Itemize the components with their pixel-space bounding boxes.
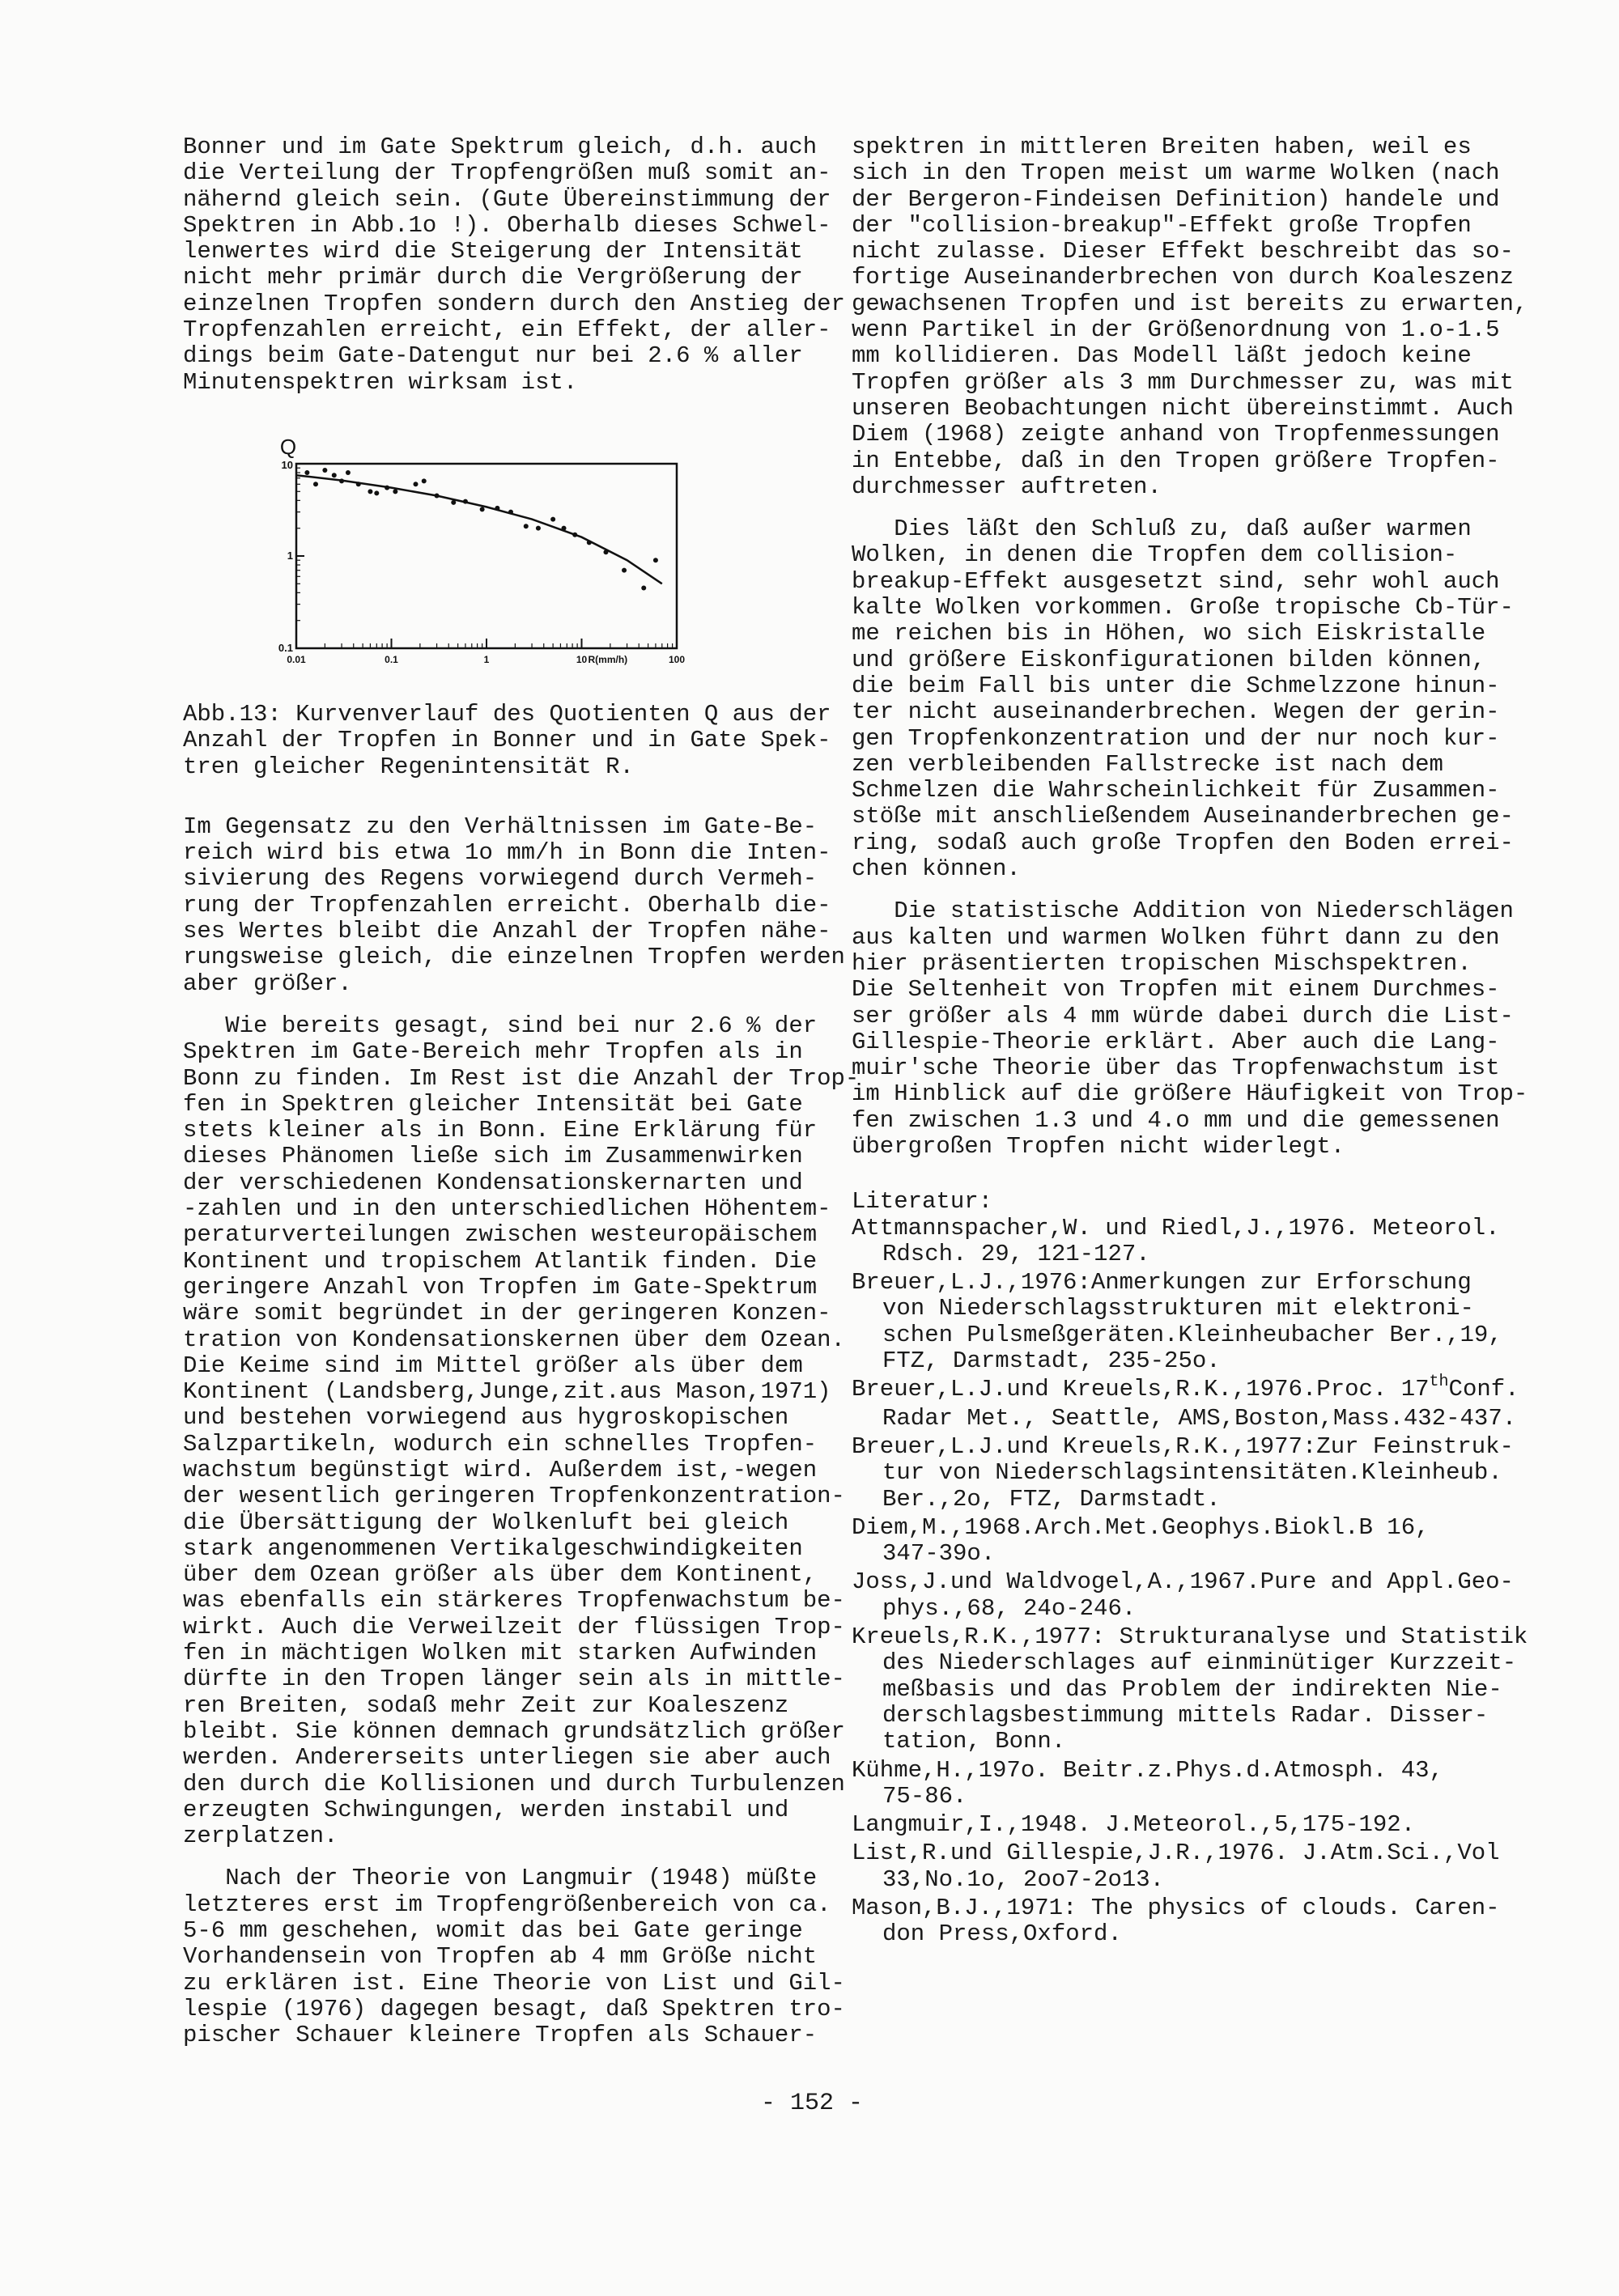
text-line: der verschiedenen Kondensationskernarten und <box>183 1169 803 1196</box>
text-line: Schmelzen die Wahrscheinlichkeit für Zusammen- <box>852 777 1500 804</box>
data-point <box>374 490 379 495</box>
reference-line: Breuer,L.J.und Kreuels,R.K.,1976.Proc. 17thConf. <box>852 1373 1519 1403</box>
text-line: fen in Spektren gleicher Intensität bei Gate <box>183 1090 803 1118</box>
data-point <box>495 506 499 511</box>
reference-line: des Niederschlages auf einminütiger Kurzzeit- <box>882 1649 1517 1677</box>
text-line: einzelnen Tropfen sondern durch den Anstieg der <box>183 290 845 317</box>
reference-entry <box>852 1758 1499 1810</box>
text-line: im Hinblick auf die größere Häufigkeit von Trop- <box>852 1080 1528 1108</box>
data-point <box>339 478 344 483</box>
text-line: und größere Eiskonfigurationen bilden können, <box>852 646 1486 673</box>
reference-line: meßbasis und das Problem der indirekten Nie- <box>882 1675 1502 1703</box>
text-line: den durch die Kollisionen und durch Turbulenzen <box>183 1770 845 1797</box>
chart-svg <box>183 423 814 690</box>
data-point <box>653 558 658 562</box>
text-line: die beim Fall bis unter die Schmelzzone hinun- <box>852 672 1500 699</box>
text-line: und bestehen vorwiegend aus hygroskopischen <box>183 1404 789 1432</box>
text-line: die Übersättigung der Wolkenluft bei gleich <box>183 1509 789 1536</box>
reference-list <box>852 1214 1528 1948</box>
text-line: breakup-Effekt ausgesetzt sind, sehr wohl auch <box>852 567 1500 595</box>
data-point <box>413 482 418 486</box>
text-line: wenn Partikel in der Größenordnung von 1.o-1.5 <box>852 316 1500 344</box>
text-line: zerplatzen. <box>183 1823 338 1850</box>
data-point <box>508 510 513 515</box>
text-line: Gillespie-Theorie erklärt. Aber auch die Lang- <box>852 1028 1500 1055</box>
text-line: Anzahl der Tropfen in Bonner und in Gate Spek- <box>183 727 831 754</box>
text-line: Wie bereits gesagt, sind bei nur 2.6 % der <box>183 1012 818 1039</box>
text-line: Kontinent (Landsberg,Junge,zit.aus Mason,1971) <box>183 1378 831 1406</box>
text-line: rung der Tropfenzahlen erreicht. Oberhalb die- <box>183 891 831 919</box>
text-line: zen verbleibenden Fallstrecke ist nach dem <box>852 750 1443 778</box>
data-point <box>603 550 608 554</box>
text-line: rungsweise gleich, die einzelnen Tropfen werden <box>183 944 845 971</box>
text-line: durchmesser auftreten. <box>852 473 1162 500</box>
y-tick-label: 1 <box>287 549 293 562</box>
text-line: fen in mächtigen Wolken mit starken Aufwinden <box>183 1640 818 1667</box>
reference-line: phys.,68, 24o-246. <box>882 1594 1137 1622</box>
data-point <box>480 507 485 511</box>
reference-line: List,R.und Gillespie,J.R.,1976. J.Atm.Sci.,Vol <box>852 1840 1500 1867</box>
text-line: unseren Beobachtungen nicht übereinstimmt. Auch <box>852 394 1514 422</box>
paragraph-right-3 <box>852 898 1528 1160</box>
text-line: gewachsenen Tropfen und ist bereits zu erwarten, <box>852 290 1528 317</box>
text-line: übergroßen Tropfen nicht widerlegt. <box>852 1132 1345 1160</box>
reference-line: tur von Niederschlagsintensitäten.Kleinheub. <box>882 1459 1502 1487</box>
text-line: ring, sodaß auch große Tropfen den Boden errei- <box>852 829 1514 856</box>
text-line: mm kollidieren. Das Modell läßt jedoch keine <box>852 342 1472 370</box>
reference-line: schen Pulsmeßgeräten.Kleinheubacher Ber.,19, <box>882 1321 1502 1348</box>
text-line: bleibt. Sie können demnach grundsätzlich größer <box>183 1717 845 1745</box>
data-point <box>322 468 327 473</box>
text-line: Dies läßt den Schluß zu, daß außer warmen <box>852 516 1472 543</box>
right-column <box>852 134 1528 1950</box>
text-line: Spektren im Gate-Bereich mehr Tropfen als in <box>183 1038 803 1066</box>
reference-line: 33,No.1o, 2oo7-2o13. <box>882 1865 1165 1893</box>
data-point <box>304 470 309 475</box>
text-line: nicht zulasse. Dieser Effekt beschreibt das so- <box>852 238 1514 265</box>
text-line: aus kalten und warmen Wolken führt dann zu den <box>852 923 1500 951</box>
text-line: -zahlen und in den unterschiedlichen Höhentem- <box>183 1195 831 1223</box>
text-line: geringere Anzahl von Tropfen im Gate-Spektrum <box>183 1273 818 1301</box>
reference-line: 347-39o. <box>882 1540 996 1568</box>
data-point <box>346 470 351 475</box>
reference-line: Attmannspacher,W. und Riedl,J.,1976. Meteorol. <box>852 1214 1500 1241</box>
reference-entry <box>852 1568 1514 1622</box>
paragraph-left-3 <box>183 1012 860 1850</box>
reference-entry <box>852 1432 1514 1513</box>
y-axis-label: Q <box>279 434 297 459</box>
text-line: Nach der Theorie von Langmuir (1948) müßte <box>183 1865 818 1892</box>
text-line: Abb.13: Kurvenverlauf des Quotienten Q aus der <box>183 700 831 728</box>
data-point <box>356 482 361 486</box>
text-line: ses Wertes bleibt die Anzahl der Tropfen nähe- <box>183 918 831 945</box>
reference-line: FTZ, Darmstadt, 235-25o. <box>882 1347 1221 1375</box>
text-line: Die Keime sind im Mittel größer als über dem <box>183 1352 803 1379</box>
data-point <box>524 524 529 528</box>
reference-line: don Press,Oxford. <box>882 1920 1122 1948</box>
text-line: wachstum begünstigt wird. Außerdem ist,-wegen <box>183 1456 818 1483</box>
reference-entry <box>852 1840 1499 1893</box>
text-line: Minutenspektren wirksam ist. <box>183 368 578 396</box>
text-line: tren gleicher Regenintensität R. <box>183 753 634 780</box>
text-line: Bonn zu finden. Im Rest ist die Anzahl der Trop- <box>183 1064 860 1092</box>
left-column <box>183 134 860 2049</box>
text-line: chen können. <box>852 855 1021 883</box>
text-line: stöße mit anschließendem Auseinanderbrechen ge- <box>852 803 1514 830</box>
reference-line: von Niederschlagsstrukturen mit elektroni- <box>882 1295 1474 1322</box>
figure-caption <box>183 700 831 780</box>
text-line: erzeugten Schwingungen, werden instabil und <box>183 1796 789 1823</box>
text-line: wäre somit begründet in der geringeren Konzen- <box>183 1300 831 1327</box>
text-line: ter nicht auseinanderbrechen. Wegen der gerin- <box>852 698 1500 726</box>
x-tick-label: 1 <box>483 653 490 665</box>
paragraph-left-4 <box>183 1865 845 2049</box>
text-line: wirkt. Auch die Verweilzeit der flüssigen Trop- <box>183 1613 845 1640</box>
text-line: Tropfenzahlen erreicht, ein Effekt, der aller- <box>183 316 831 344</box>
text-line: kalte Wolken vorkommen. Große tropische Cb-Tür- <box>852 594 1514 622</box>
text-line: Vorhandensein von Tropfen ab 4 mm Größe nicht <box>183 1943 818 1971</box>
reference-entry <box>852 1515 1499 1568</box>
text-line: sich in den Tropen meist um warme Wolken (nach <box>852 159 1500 187</box>
reference-entry <box>852 1216 1499 1268</box>
reference-entry <box>852 1623 1528 1755</box>
data-point <box>435 494 440 499</box>
text-line: peraturverteilungen zwischen westeuropäischem <box>183 1221 818 1249</box>
text-line: Diem (1968) zeigte anhand von Tropfenmessungen <box>852 421 1500 448</box>
text-line: Tropfen größer als 3 mm Durchmesser zu, was mit <box>852 368 1514 396</box>
reference-line: Radar Met., Seattle, AMS,Boston,Mass.432-437. <box>882 1404 1517 1432</box>
text-line: gen Tropfenkonzentration und der nur noch kur- <box>852 724 1500 752</box>
text-line: tration von Kondensationskernen über dem Ozean. <box>183 1326 845 1353</box>
text-line: hier präsentierten tropischen Mischspektren. <box>852 949 1472 977</box>
data-point <box>368 489 372 494</box>
literature-heading: Literatur: <box>852 1188 993 1216</box>
x-tick-label: 0.01 <box>287 653 306 665</box>
text-line: 5-6 mm geschehen, womit das bei Gate geringe <box>183 1917 803 1945</box>
paragraph-left-1 <box>183 134 845 396</box>
reference-line: tation, Bonn. <box>882 1728 1066 1755</box>
text-line: pischer Schauer kleinere Tropfen als Schauer- <box>183 2022 818 2049</box>
paragraph-left-2 <box>183 813 845 997</box>
text-line: Kontinent und tropischem Atlantik finden. Die <box>183 1247 818 1275</box>
data-point <box>451 500 456 505</box>
text-line: Salzpartikeln, wodurch ein schnelles Tropfen- <box>183 1430 818 1458</box>
superscript: th <box>1429 1373 1449 1392</box>
reference-entry <box>852 1812 1499 1838</box>
text-line: dürfte in den Tropen länger sein als in mittle- <box>183 1666 845 1693</box>
text-line: dings beim Gate-Datengut nur bei 2.6 % aller <box>183 342 803 370</box>
text-line: stets kleiner als in Bonn. Eine Erklärung für <box>183 1117 818 1144</box>
text-line: Die Seltenheit von Tropfen mit einem Durchmes- <box>852 976 1500 1004</box>
x-tick-label: 0.1 <box>385 653 398 665</box>
fit-curve <box>296 475 662 584</box>
text-line: zu erklären ist. Eine Theorie von List und Gil- <box>183 1969 845 1997</box>
data-point <box>422 478 427 483</box>
x-tick-label: 100 <box>668 653 686 665</box>
data-point <box>393 489 397 494</box>
text-line: Spektren in Abb.1o !). Oberhalb dieses Schwel- <box>183 211 831 239</box>
x-axis-label: R(mm/h) <box>588 653 628 665</box>
text-line: fen zwischen 1.3 und 4.o mm und die gemessenen <box>852 1106 1500 1134</box>
reference-line: Diem,M.,1968.Arch.Met.Geophys.Biokl.B 16, <box>852 1513 1430 1541</box>
reference-entry <box>852 1895 1499 1948</box>
data-point <box>641 586 646 591</box>
reference-entry <box>852 1269 1502 1375</box>
data-point <box>572 533 577 537</box>
text-line: sivierung des Regens vorwiegend durch Vermeh- <box>183 865 818 893</box>
reference-line: Langmuir,I.,1948. J.Meteorol.,5,175-192. <box>852 1811 1416 1839</box>
text-line: fortige Auseinanderbrechen von durch Koaleszenz <box>852 264 1514 291</box>
text-line: spektren in mittleren Breiten haben, weil es <box>852 134 1472 160</box>
text-line: Wolken, in denen die Tropfen dem collision- <box>852 541 1458 569</box>
reference-line: Mason,B.J.,1971: The physics of clouds. Caren- <box>852 1895 1500 1921</box>
reference-line: Breuer,L.J.und Kreuels,R.K.,1977:Zur Feinstruk- <box>852 1432 1514 1460</box>
data-point <box>332 473 337 477</box>
text-line: über dem Ozean größer als über dem Kontinent, <box>183 1561 818 1589</box>
text-line: nicht mehr primär durch die Vergrößerung der <box>183 264 803 291</box>
reference-line: Kühme,H.,197o. Beitr.z.Phys.d.Atmosph. 43, <box>852 1756 1443 1784</box>
text-line: der Bergeron-Findeisen Definition) handele und <box>852 185 1500 213</box>
reference-line: derschlagsbestimmung mittels Radar. Disser- <box>882 1701 1489 1729</box>
data-point <box>587 540 592 545</box>
text-line: letzteres erst im Tropfengrößenbereich von ca. <box>183 1891 831 1918</box>
text-line: muir'sche Theorie über das Tropfenwachstum ist <box>852 1055 1500 1082</box>
paragraph-right-1 <box>852 134 1528 500</box>
text-line: die Verteilung der Tropfengrößen muß somit an- <box>183 159 831 187</box>
text-line: nähernd gleich sein. (Gute Übereinstimmung der <box>183 185 831 213</box>
data-point <box>385 486 389 490</box>
text-line: aber größer. <box>183 970 352 997</box>
data-point <box>622 568 627 573</box>
text-line: ren Breiten, sodaß mehr Zeit zur Koaleszenz <box>183 1691 789 1719</box>
text-line: der "collision-breakup"-Effekt große Tropfen <box>852 211 1472 239</box>
paragraph-right-2 <box>852 516 1514 883</box>
data-point <box>550 517 555 522</box>
text-line: in Entebbe, daß in den Tropen größere Tropfen- <box>852 447 1500 474</box>
y-tick-label: 10 <box>281 458 293 471</box>
text-line: ser größer als 4 mm würde dabei durch die List- <box>852 1002 1514 1029</box>
reference-line: Kreuels,R.K.,1977: Strukturanalyse und Statistik <box>852 1623 1528 1651</box>
text-line: reich wird bis etwa 1o mm/h in Bonn die Inten- <box>183 839 831 867</box>
reference-line: Joss,J.und Waldvogel,A.,1967.Pure and Appl.Geo- <box>852 1568 1514 1596</box>
reference-line: 75-86. <box>882 1782 967 1810</box>
text-line: Im Gegensatz zu den Verhältnissen im Gate-Be- <box>183 813 818 840</box>
reference-line: Ber.,2o, FTZ, Darmstadt. <box>882 1485 1221 1513</box>
data-point <box>536 526 541 531</box>
reference-entry <box>852 1373 1519 1432</box>
text-line: stark angenommenen Vertikalgeschwindigkeiten <box>183 1534 803 1562</box>
data-point <box>313 482 318 486</box>
figure-abb13 <box>183 423 814 690</box>
text-line: der wesentlich geringeren Tropfenkonzentration- <box>183 1483 845 1510</box>
text-line: was ebenfalls ein stärkeres Tropfenwachstum be- <box>183 1587 845 1615</box>
text-line: me reichen bis in Höhen, wo sich Eiskristalle <box>852 620 1486 647</box>
text-line: werden. Andererseits unterliegen sie aber auch <box>183 1744 831 1772</box>
x-tick-label: 10 <box>576 653 588 665</box>
text-line: dieses Phänomen ließe sich im Zusammenwirken <box>183 1143 803 1170</box>
reference-line: Breuer,L.J.,1976:Anmerkungen zur Erforschung <box>852 1269 1472 1297</box>
y-tick-label: 0.1 <box>278 641 293 654</box>
data-point <box>562 526 567 531</box>
page-number: - 152 - <box>761 2090 864 2117</box>
data-point <box>463 499 468 504</box>
text-line: Die statistische Addition von Niederschlägen <box>852 898 1514 925</box>
text-line: Bonner und im Gate Spektrum gleich, d.h. auch <box>183 134 818 160</box>
text-line: lespie (1976) dagegen besagt, daß Spektren tro- <box>183 1995 845 2022</box>
text-line: lenwertes wird die Steigerung der Intensität <box>183 238 803 265</box>
reference-line: Rdsch. 29, 121-127. <box>882 1240 1150 1267</box>
